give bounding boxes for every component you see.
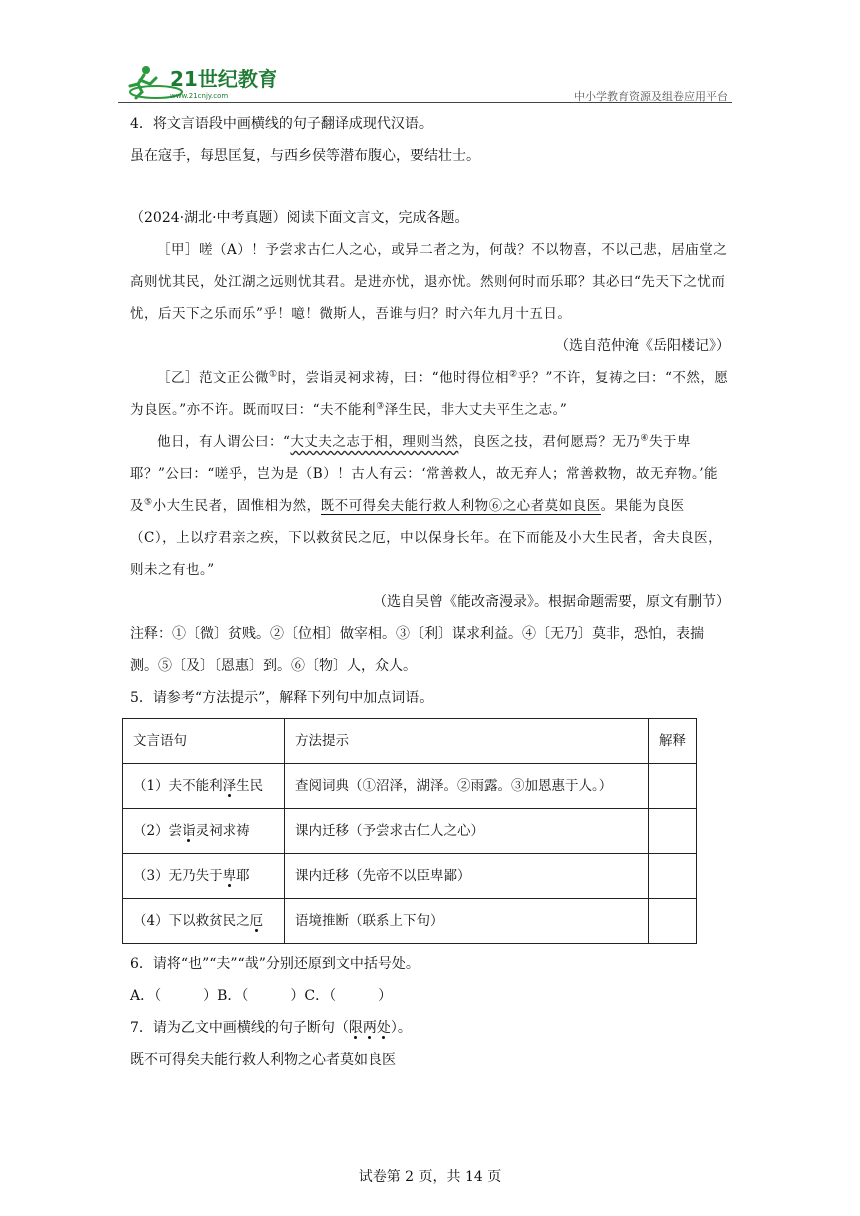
table-row xyxy=(123,809,697,854)
table-header-cell: 解释 xyxy=(649,719,697,764)
passage-yi-paragraph-1: ［乙］范文正公微①时，尝诣灵祠求祷，曰：“他时得位相②乎？”不许，复祷之曰：“不然，愿为良医。”亦不许。既而叹曰：“夫不能利③泽生民，非大丈夫平生之志。” xyxy=(130,369,729,418)
svg-text:21世纪教育: 21世纪教育 xyxy=(170,67,276,91)
option-a-blank[interactable]: A．（ ） xyxy=(130,988,218,1004)
page-header xyxy=(118,58,732,104)
hint-cell: 课内迁移（予尝求古仁人之心） xyxy=(285,809,649,854)
question-4-prompt: 4．将文言语段中画横线的句子翻译成现代汉语。 xyxy=(130,116,433,132)
passage-yi-source: （选自吴曾《能改斋漫录》。根据命题需要，原文有删节） xyxy=(373,594,730,610)
sentence-cell: （3）无乃失于卑耶 xyxy=(123,854,285,899)
sentence-cell: （1）夫不能利泽生民 xyxy=(123,764,285,809)
logo-runner-icon xyxy=(126,62,276,102)
answer-cell[interactable] xyxy=(649,764,697,809)
table-header-cell: 方法提示 xyxy=(285,719,649,764)
question-6-prompt: 6．请将“也”“夫”“哉”分别还原到文中括号处。 xyxy=(130,956,420,972)
document-body xyxy=(130,108,730,1076)
question-5-prompt: 5．请参考“方法提示”，解释下列句中加点词语。 xyxy=(130,690,434,706)
sentence-cell: （2）尝诣灵祠求祷 xyxy=(123,809,285,854)
passage-yi-paragraph-2: 他日，有人谓公曰：“大丈夫之志于相，理则当然，良医之技，君何愿焉？无乃④失于卑耶？”公曰：“嗟乎，岂为是（B）！古人有云：‘常善救人，故无弃人；常善救物，故无弃物。’能及⑤小大生民者，固惟相为然，既不可得矣夫能行救人利物⑥之心者莫如良医。果能为良医（C），上以疗君亲之疾，下以救贫民之厄，中以保身长年。在下而能及小大生民者，舍夫良医，则未之有也。” xyxy=(130,433,723,578)
answer-cell[interactable] xyxy=(649,809,697,854)
hint-cell: 语境推断（联系上下句） xyxy=(285,899,649,944)
question-6-options xyxy=(130,980,730,1012)
table-row xyxy=(123,854,697,899)
hint-cell: 查阅词典（①沼泽，湖泽。②雨露。③加恩惠于人。） xyxy=(285,764,649,809)
question-4-sentence: 虽在寇手，每思匡复，与西乡侯等潜布腹心，要结壮士。 xyxy=(130,148,480,164)
vocab-table xyxy=(122,718,697,944)
option-c-blank[interactable]: C．（ ） xyxy=(304,988,393,1004)
table-header-row xyxy=(123,719,697,764)
option-b-blank[interactable]: B．（ ） xyxy=(217,988,305,1004)
question-7-sentence: 既不可得矣夫能行救人利物之心者莫如良医 xyxy=(130,1052,396,1068)
underlined-sentence: 既不可得矣夫能行救人利物⑥之心者莫如良医 xyxy=(320,498,601,514)
svg-text:www.21cnjy.com: www.21cnjy.com xyxy=(170,92,229,100)
hint-cell: 课内迁移（先帝不以臣卑鄙） xyxy=(285,854,649,899)
passage-notes: 注释：①〔微〕贫贱。②〔位相〕做宰相。③〔利〕谋求利益。④〔无乃〕莫非，恐怕，表揣测。⑤〔及〕〔恩惠〕到。⑥〔物〕人，众人。 xyxy=(130,626,704,674)
platform-name: 中小学教育资源及组卷应用平台 xyxy=(574,90,728,103)
table-row xyxy=(123,764,697,809)
sentence-cell: （4）下以救贫民之厄 xyxy=(123,899,285,944)
page-footer: 试卷第 2 页，共 14 页 xyxy=(358,1169,502,1185)
table-row xyxy=(123,899,697,944)
table-header-cell: 文言语句 xyxy=(123,719,285,764)
answer-cell[interactable] xyxy=(649,899,697,944)
logo xyxy=(126,62,276,102)
passage-jia: ［甲］嗟（A）！予尝求古仁人之心，或异二者之为，何哉？不以物喜，不以己悲，居庙堂之高则忧其民，处江湖之远则忧其君。是进亦忧，退亦忧。然则何时而乐耶？其必曰“先天下之忧而忧，后天下之乐而乐”乎！噫！微斯人，吾谁与归？时六年九月十五日。 xyxy=(130,242,728,322)
passage-jia-source: （选自范仲淹《岳阳楼记》） xyxy=(555,338,730,354)
answer-cell[interactable] xyxy=(649,854,697,899)
header-divider xyxy=(118,102,732,103)
passage-intro: （2024·湖北·中考真题）阅读下面文言文，完成各题。 xyxy=(130,210,469,226)
wavy-underlined-phrase: 大丈夫之志于相，理则当然 xyxy=(290,434,459,450)
question-7-prompt: 7．请为乙文中画横线的句子断句（限两处）。 xyxy=(130,1020,412,1036)
